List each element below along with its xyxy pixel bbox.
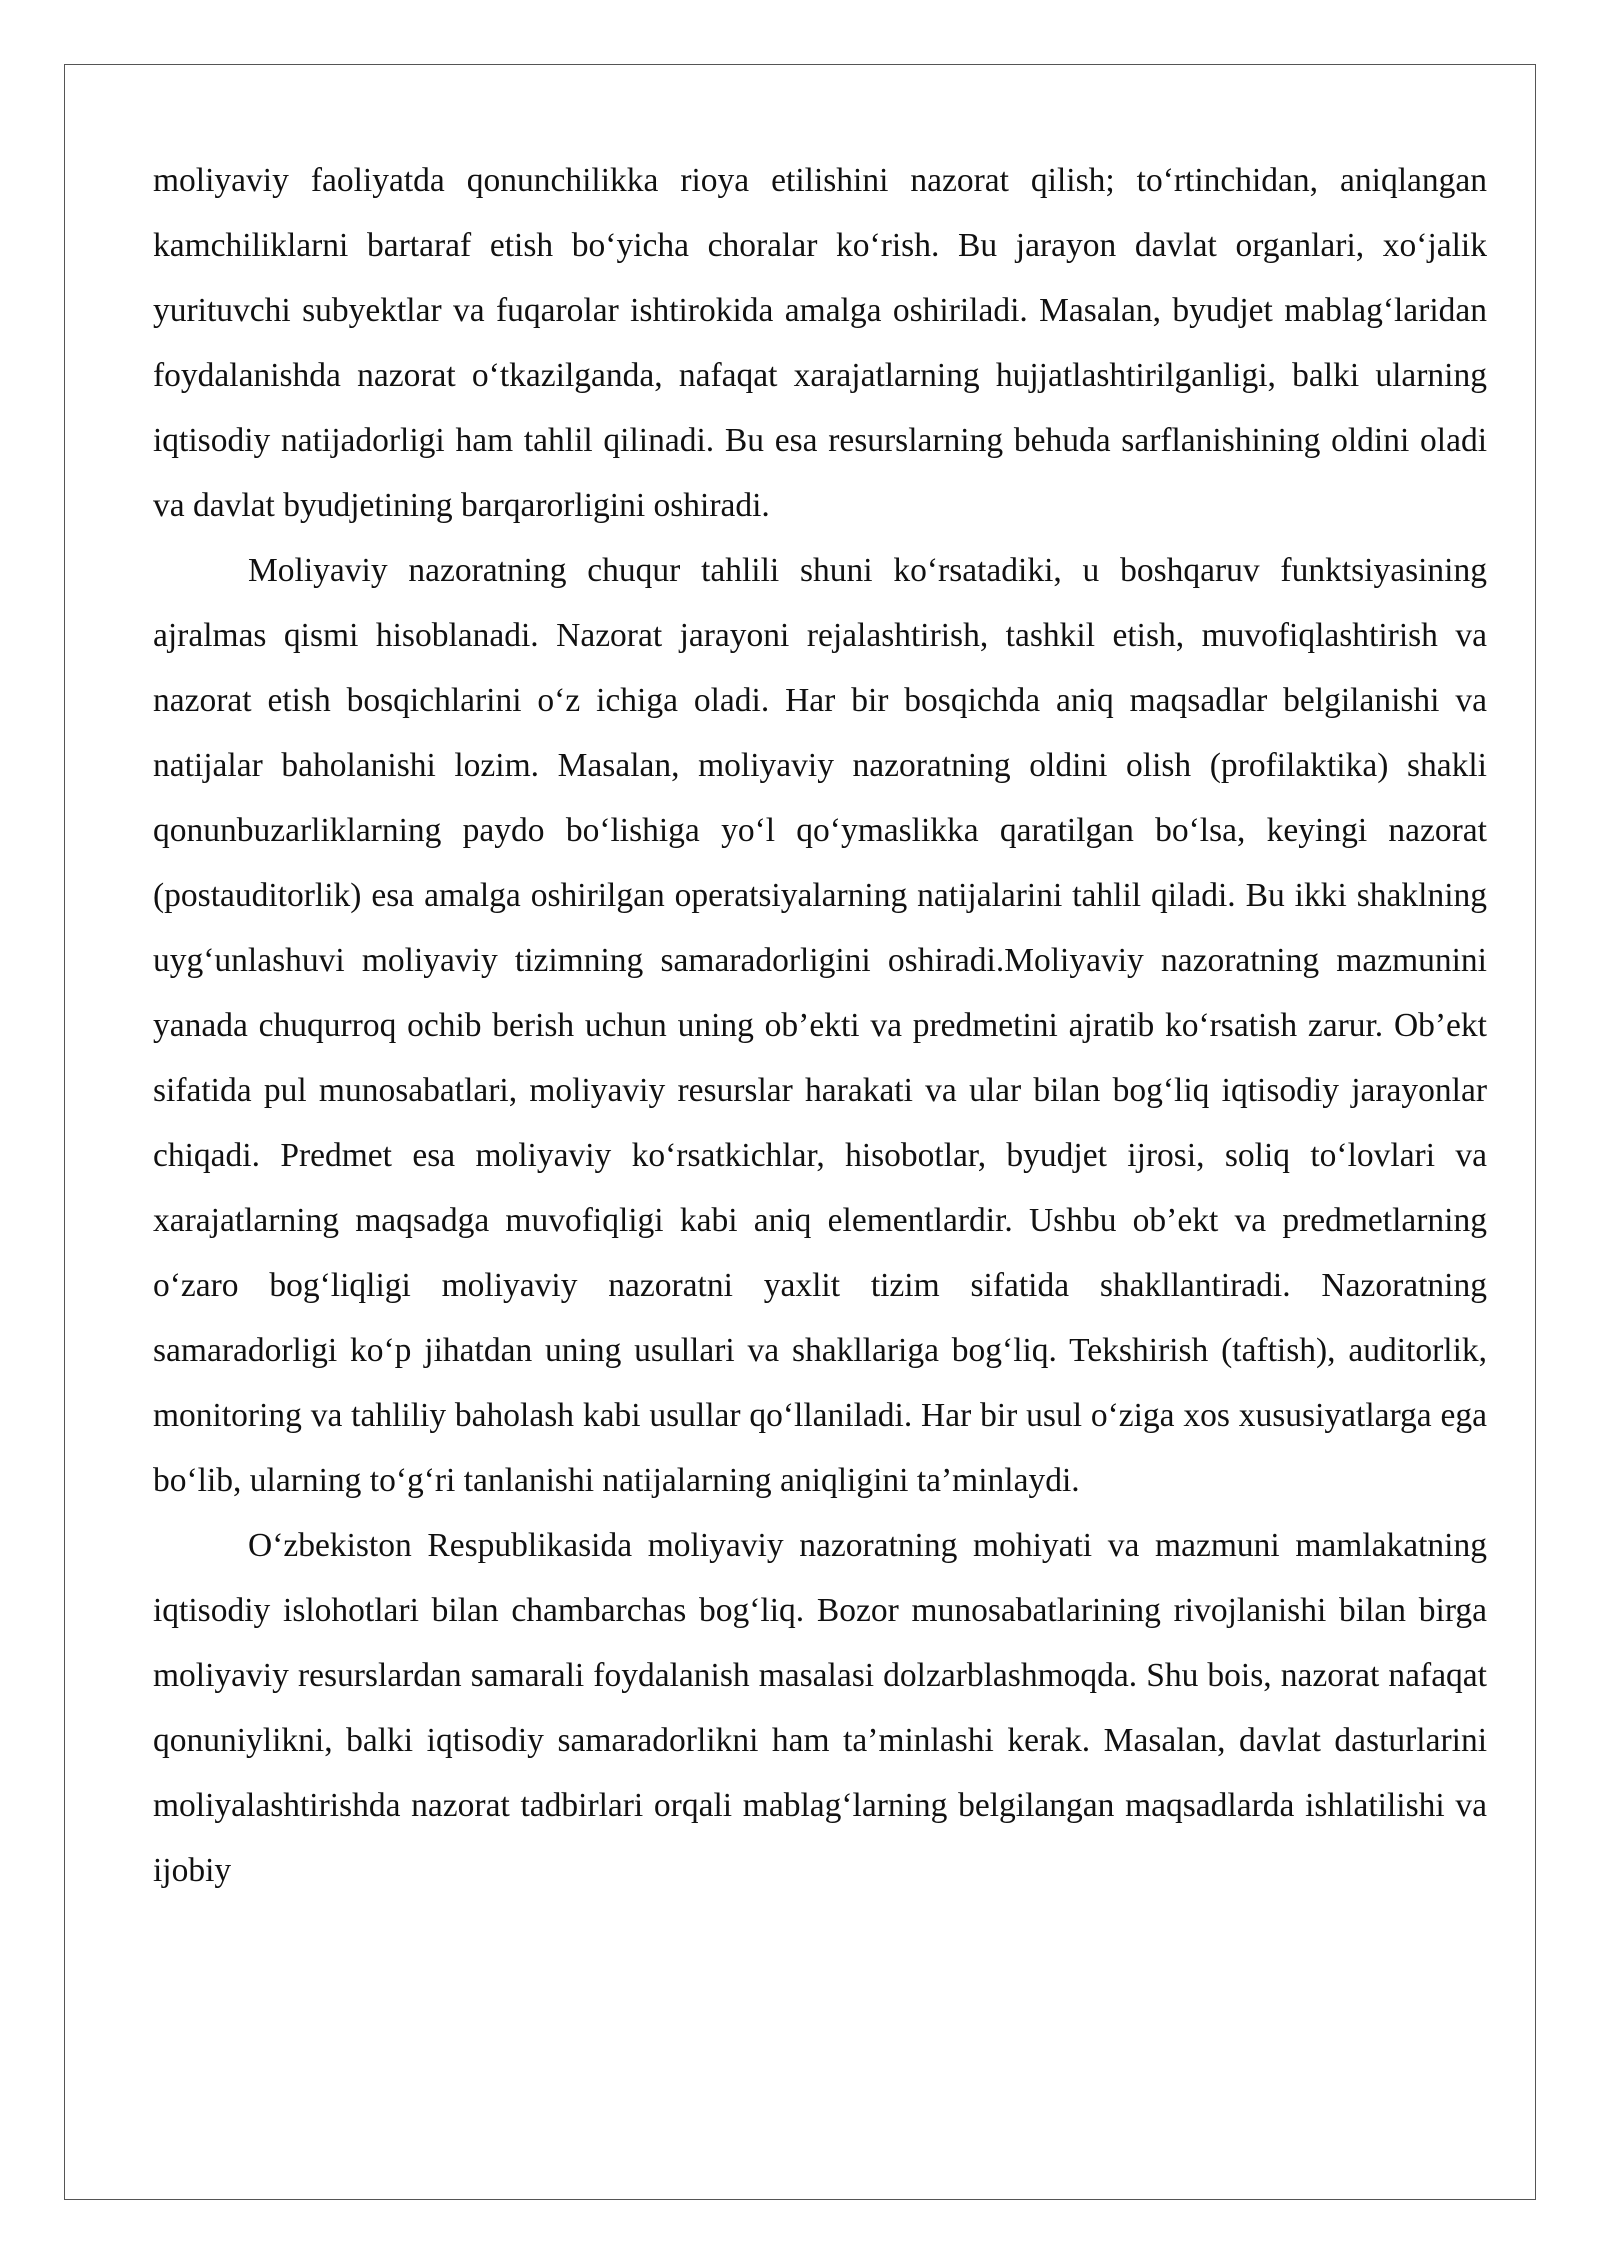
paragraph-2: Moliyaviy nazoratning chuqur tahlili shuni ko‘rsatadiki, u boshqaruv funktsiyasining ajralmas qismi hisoblanadi. Nazorat jarayoni rejalashtirish, tashkil etish, muvofiqlashtirish va nazorat etish bosqichlarini o‘z ichiga oladi. Har bir bosqichda aniq maqsadlar belgilanishi va natijalar baholanishi lozim. Masalan, moliyaviy nazoratning oldini olish (profilaktika) shakli qonunbuzarliklarning paydo bo‘lishiga yo‘l qo‘ymaslikka qaratilgan bo‘lsa, keyingi nazorat (postauditorlik) esa amalga oshirilgan operatsiyalarning natijalarini tahlil qiladi. Bu ikki shaklning uyg‘unlashuvi moliyaviy tizimning samaradorligini oshiradi.Moliyaviy nazoratning mazmunini yanada chuqurroq ochib berish uchun uning ob’ekti va predmetini ajratib ko‘rsatish zarur. Ob’ekt sifatida pul munosabatlari, moliyaviy resurslar harakati va ular bilan bog‘liq iqtisodiy jarayonlar chiqadi. Predmet esa moliyaviy ko‘rsatkichlar, hisobotlar, byudjet ijrosi, soliq to‘lovlari va xarajatlarning maqsadga muvofiqligi kabi aniq elementlardir. Ushbu ob’ekt va predmetlarning o‘zaro bog‘liqligi moliyaviy nazoratni yaxlit tizim sifatida shakllantiradi. Nazoratning samaradorligi ko‘p jihatdan uning usullari va shakllariga bog‘liq. Tekshirish (taftish), auditorlik, monitoring va tahliliy baholash kabi usullar qo‘llaniladi. Har bir usul o‘ziga xos xususiyatlarga ega bo‘lib, ularning to‘g‘ri tanlanishi natijalarning aniqligini ta’minlaydi.	[153, 552, 1487, 1499]
document-body	[153, 148, 1487, 1903]
paragraph-1: moliyaviy faoliyatda qonunchilikka rioya etilishini nazorat qilish; to‘rtinchidan, aniqlangan kamchiliklarni bartaraf etish bo‘yicha choralar ko‘rish. Bu jarayon davlat organlari, xo‘jalik yurituvchi subyektlar va fuqarolar ishtirokida amalga oshiriladi. Masalan, byudjet mablag‘laridan foydalanishda nazorat o‘tkazilganda, nafaqat xarajatlarning hujjatlashtirilganligi, balki ularning iqtisodiy natijadorligi ham tahlil qilinadi. Bu esa resurslarning behuda sarflanishining oldini oladi va davlat byudjetining barqarorligini oshiradi.	[153, 162, 1487, 524]
paragraph-3: O‘zbekiston Respublikasida moliyaviy nazoratning mohiyati va mazmuni mamlakatning iqtisodiy islohotlari bilan chambarchas bog‘liq. Bozor munosabatlarining rivojlanishi bilan birga moliyaviy resurslardan samarali foydalanish masalasi dolzarblashmoqda. Shu bois, nazorat nafaqat qonuniylikni, balki iqtisodiy samaradorlikni ham ta’minlashi kerak. Masalan, davlat dasturlarini moliyalashtirishda nazorat tadbirlari orqali mablag‘larning belgilangan maqsadlarda ishlatilishi va ijobiy	[153, 1527, 1487, 1889]
